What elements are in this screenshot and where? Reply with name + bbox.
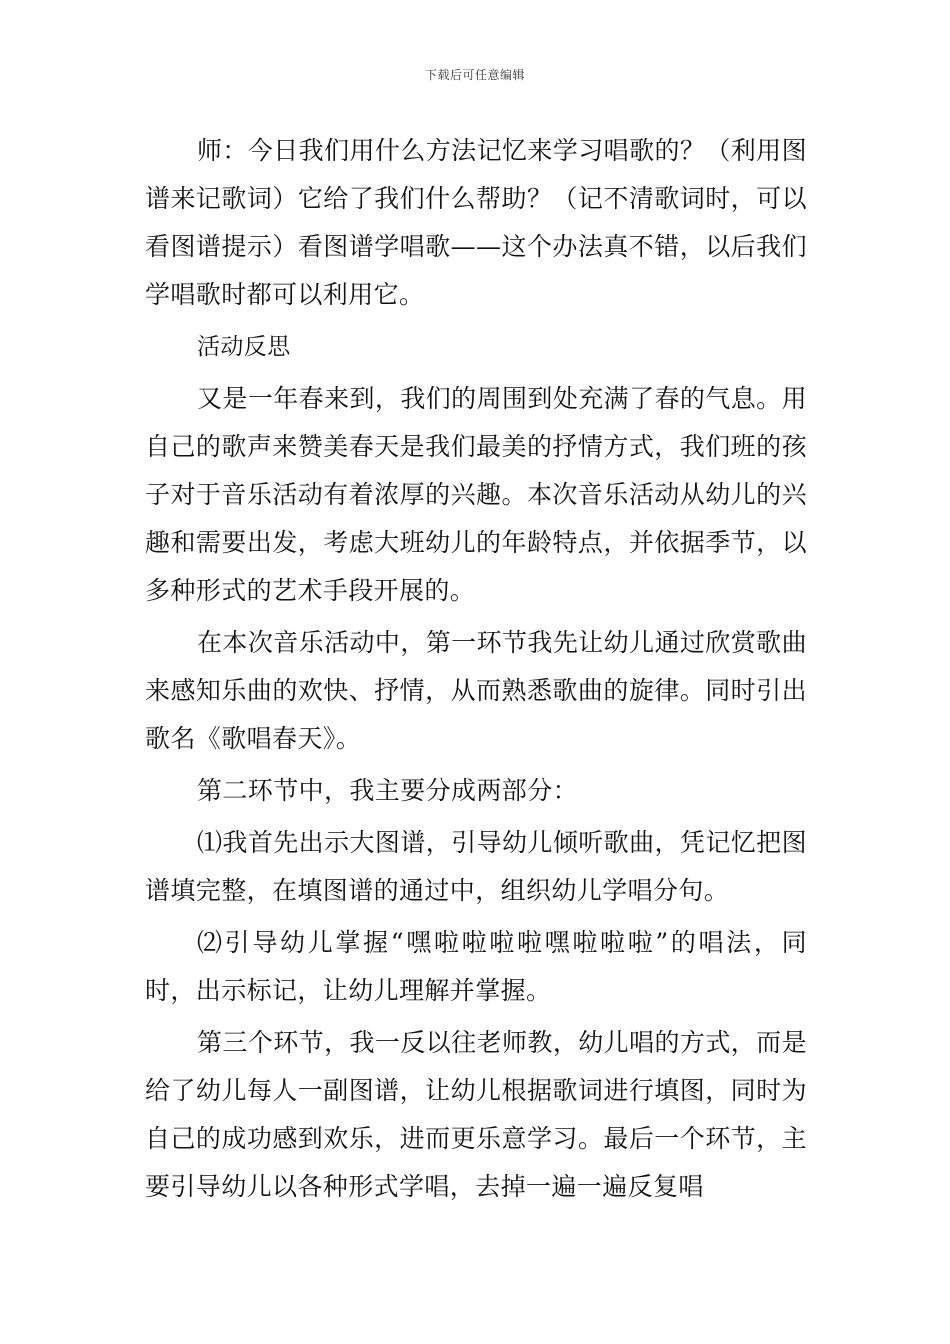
document-body <box>145 127 807 1215</box>
section-heading-reflection: 活动反思 <box>197 334 291 360</box>
paragraph-second-stage: 第二环节中，我主要分成两部分： <box>197 776 579 805</box>
page-header: 下载后可任意编辑 <box>424 68 525 82</box>
paragraph-third-stage: 第三个环节，我一反以往老师教，幼儿唱的方式，而是给了幼儿每人一副图谱，让幼儿根据歌词进行填图，同时为自己的成功感到欢乐，进而更乐意学习。最后一个环节，主要引导幼儿以各种形式学唱，去掉一遍一遍反复唱 <box>145 1028 807 1201</box>
paragraph-second-stage-part1: ⑴我首先出示大图谱，引导幼儿倾听歌曲，凭记忆把图谱填完整，在填图谱的通过中，组织幼儿学唱分句。 <box>145 828 807 905</box>
paragraph-spring-intro: 又是一年春来到，我们的周围到处充满了春的气息。用自己的歌声来赞美春天是我们最美的抒情方式，我们班的孩子对于音乐活动有着浓厚的兴趣。本次音乐活动从幼儿的兴趣和需要出发，考虑大班幼儿的年龄特点，并依据季节，以多种形式的艺术手段开展的。 <box>145 384 807 605</box>
paragraph-first-stage: 在本次音乐活动中，第一环节我先让幼儿通过欣赏歌曲来感知乐曲的欢快、抒情，从而熟悉歌曲的旋律。同时引出歌名《歌唱春天》。 <box>145 628 807 753</box>
paragraph-second-stage-part2: ⑵引导幼儿掌握“嘿啦啦啦啦嘿啦啦啦”的唱法，同时，出示标记，让幼儿理解并掌握。 <box>145 928 807 1005</box>
paragraph-teacher-summary: 师：今日我们用什么方法记忆来学习唱歌的？（利用图谱来记歌词）它给了我们什么帮助？（记不清歌词时，可以看图谱提示）看图谱学唱歌——这个办法真不错，以后我们学唱歌时都可以利用它。 <box>145 136 807 309</box>
